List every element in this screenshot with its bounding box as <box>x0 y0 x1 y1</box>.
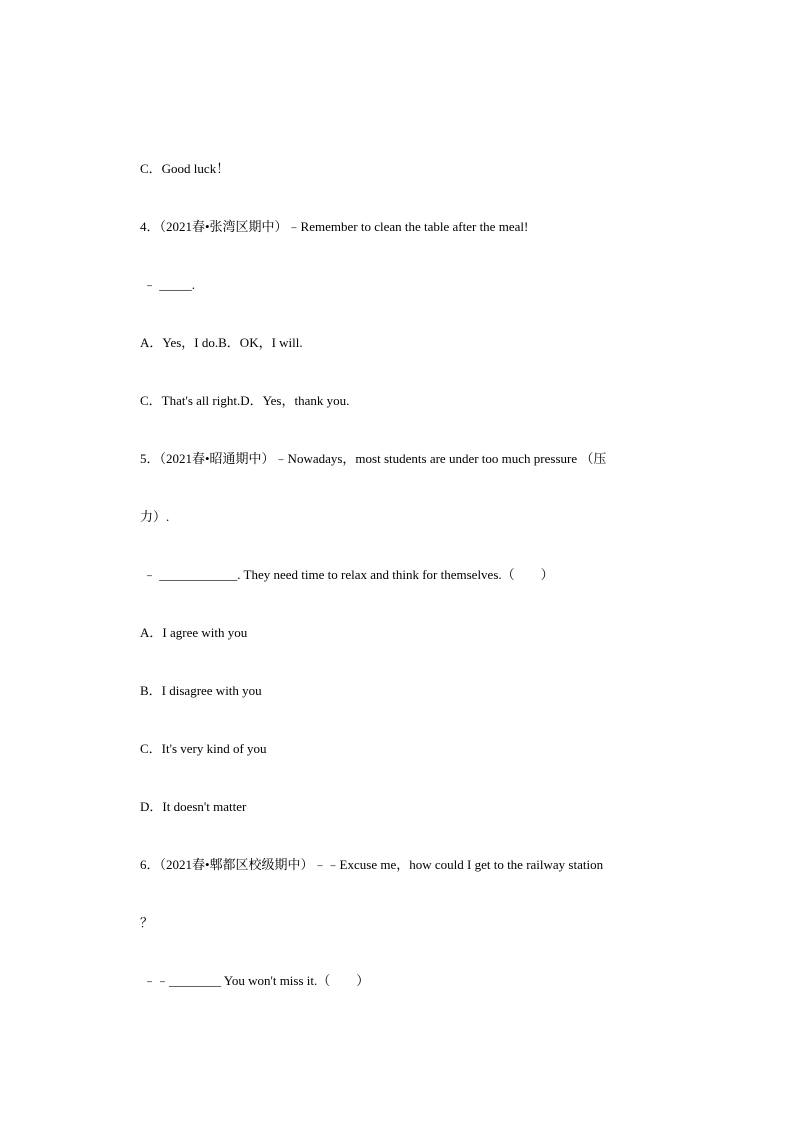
question-4-answer-blank: ﹣ _____. <box>143 277 196 292</box>
question-6-stem: 6．（2021春•郫都区校级期中）﹣﹣Excuse me，how could I get to the railway station <box>140 857 604 872</box>
question-4-options-ab: A．Yes，I do.B．OK，I will. <box>140 335 303 350</box>
question-5-option-c: C．It's very kind of you <box>140 741 267 756</box>
question-4-options-cd: C．That's all right.D．Yes，thank you. <box>140 393 350 408</box>
question-4-stem: 4．（2021春•张湾区期中）﹣Remember to clean the table after the meal! <box>140 219 529 234</box>
question-5-answer-blank: ﹣ ____________. They need time to relax and think for themselves.（ ） <box>143 567 554 582</box>
question-5-stem-continued: 力）. <box>140 509 170 524</box>
question-6-stem-continued: ？ <box>140 915 154 930</box>
question-6-answer-blank: ﹣﹣________ You won't miss it.（ ） <box>143 973 370 988</box>
question-5-option-d: D．It doesn't matter <box>140 799 247 814</box>
q3-option-c: C．Good luck！ <box>140 161 230 176</box>
question-5-option-b: B．I disagree with you <box>140 683 262 698</box>
question-5-stem: 5．（2021春•昭通期中）﹣Nowadays，most students are under too much pressure （压 <box>140 451 607 466</box>
question-5-option-a: A．I agree with you <box>140 625 248 640</box>
